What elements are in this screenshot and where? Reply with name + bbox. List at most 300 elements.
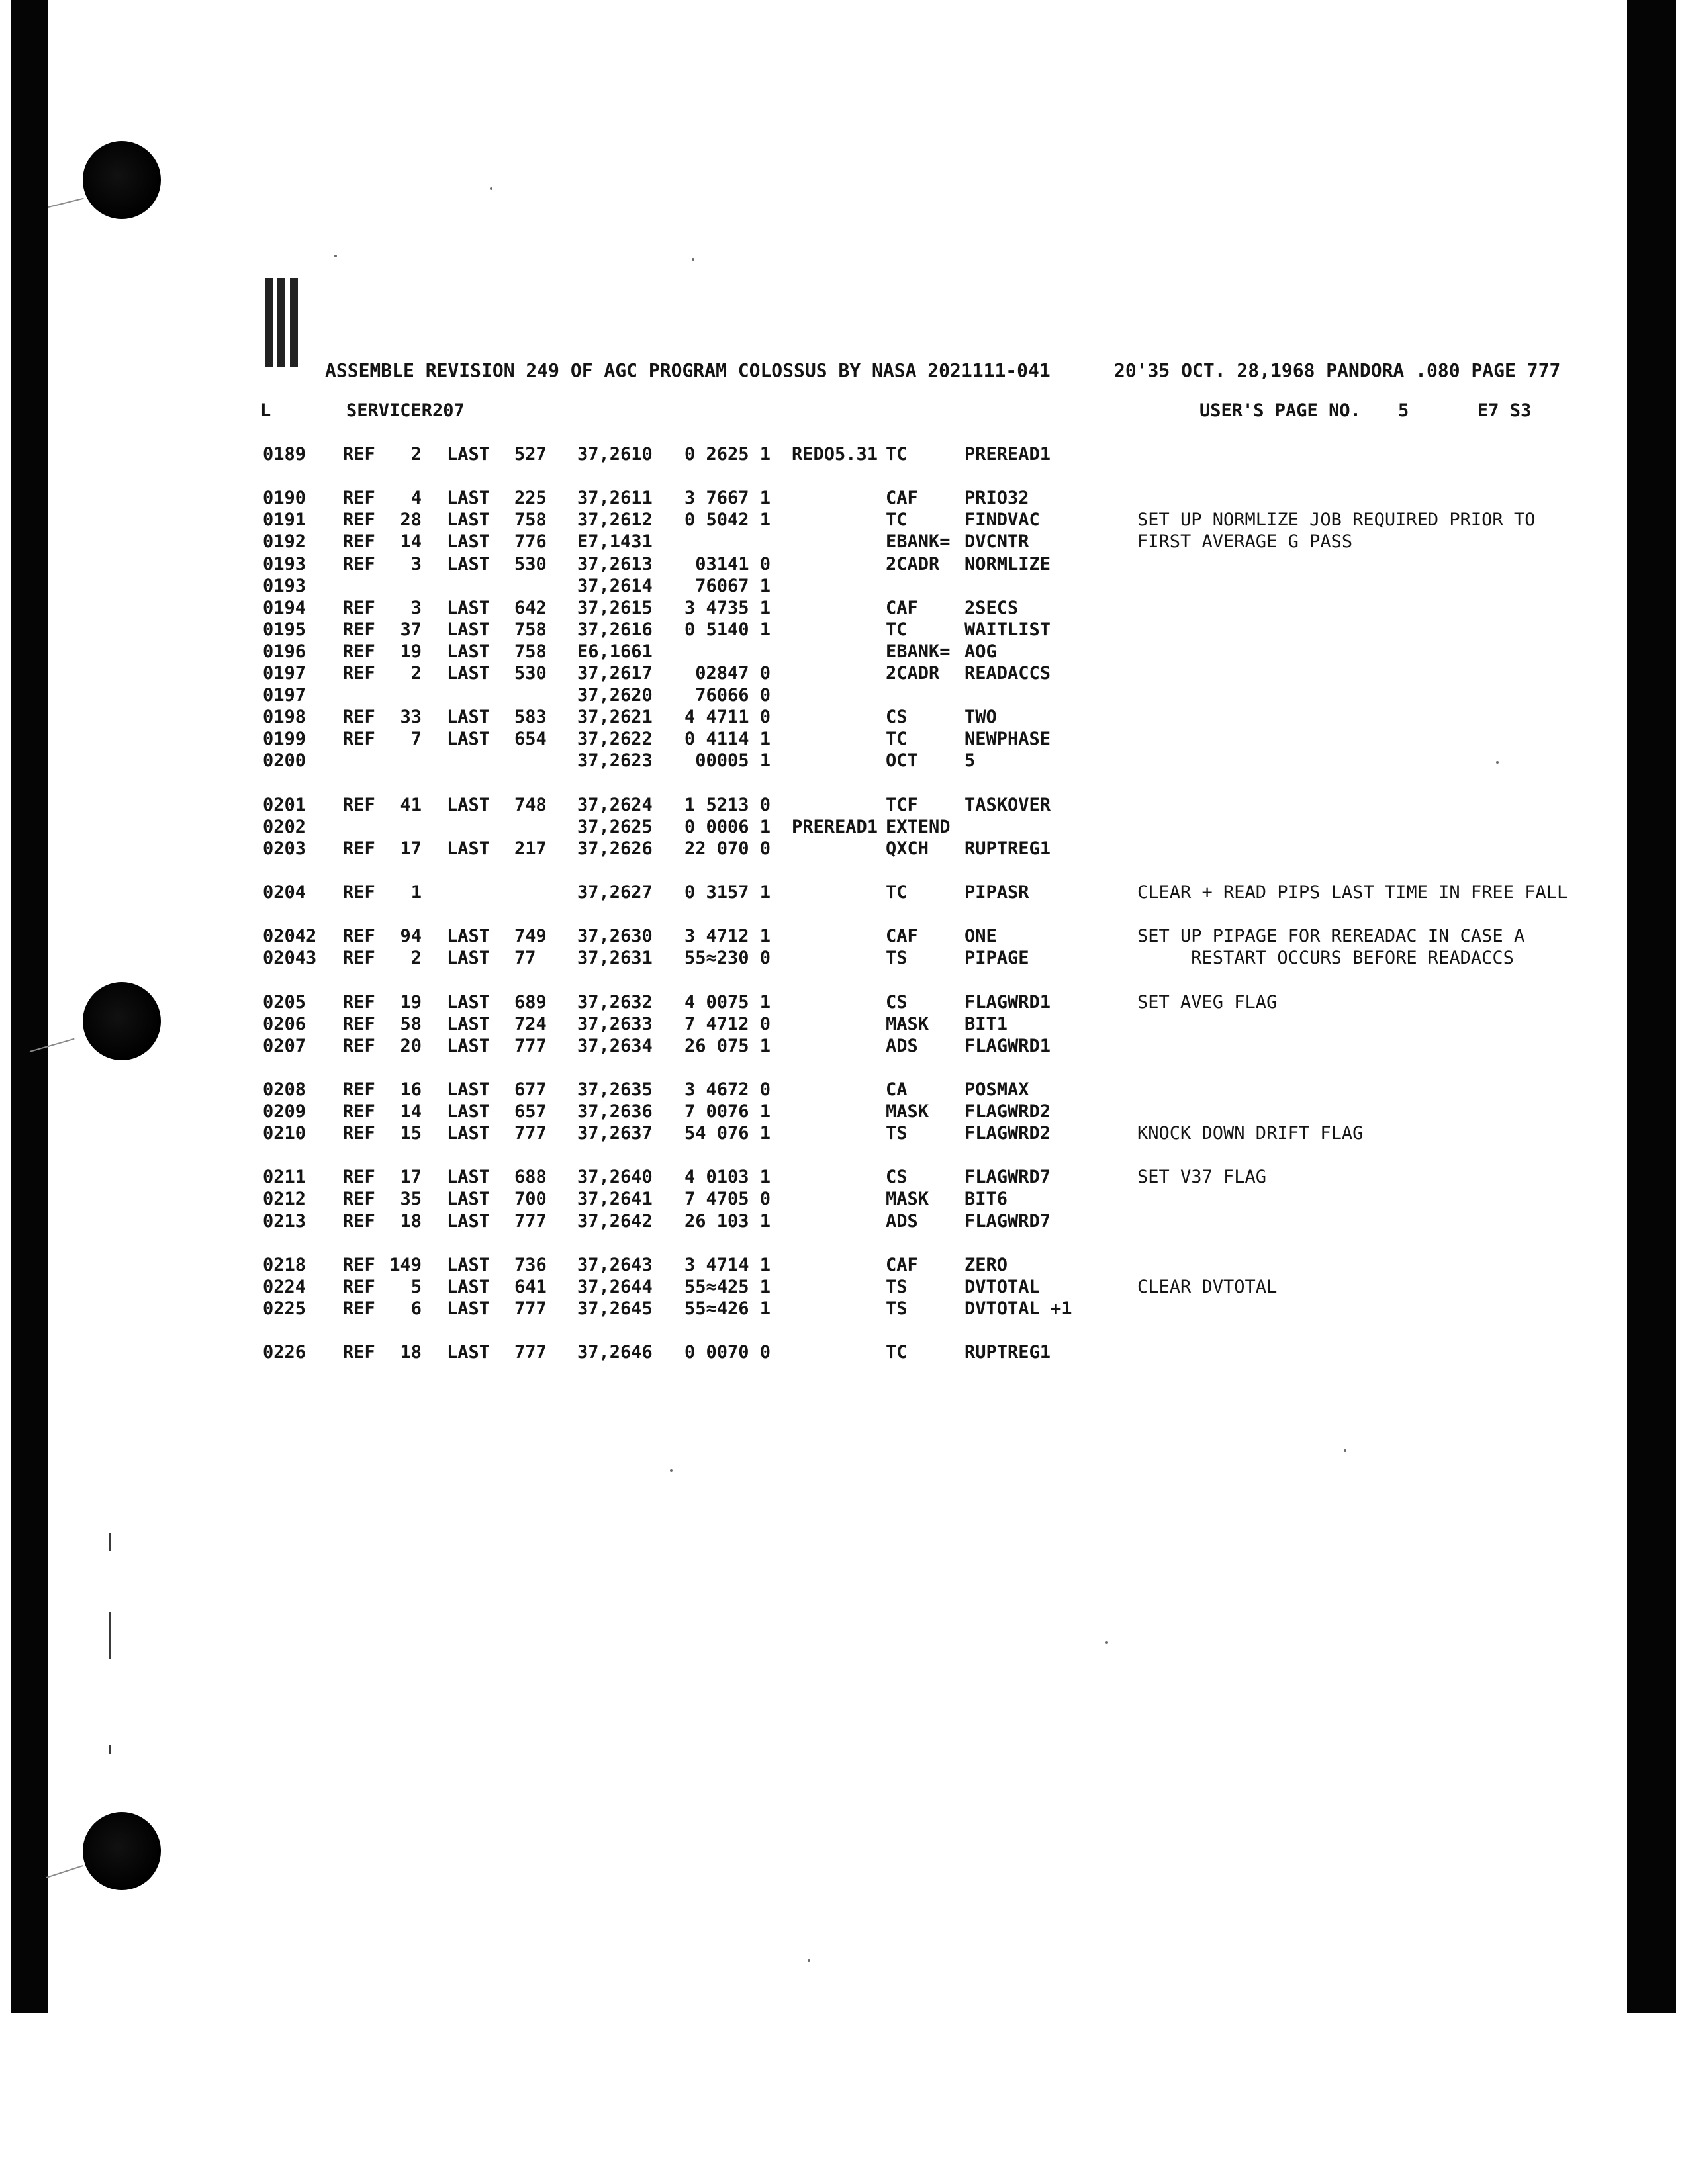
reference-count: 19 xyxy=(400,991,422,1013)
last-reference-line: 758 xyxy=(514,641,547,662)
comment: CLEAR + READ PIPS LAST TIME IN FREE FALL xyxy=(1137,882,1568,903)
opcode: EXTEND xyxy=(886,816,951,837)
last-reference-line: 225 xyxy=(514,488,547,509)
sequence-number: 0200 xyxy=(263,751,306,772)
last-reference-line: 748 xyxy=(514,794,547,815)
listing-line xyxy=(0,575,1688,597)
last-reference-line: 217 xyxy=(514,838,547,859)
last-marker: LAST xyxy=(447,1276,491,1297)
reference-count: 5 xyxy=(410,1276,422,1297)
sequence-number: 0208 xyxy=(263,1079,306,1100)
last-reference-line: 657 xyxy=(514,1101,547,1122)
memory-address: E6,1661 xyxy=(577,641,653,662)
last-reference-line: 527 xyxy=(514,444,547,465)
memory-address: 37,2620 xyxy=(577,685,653,706)
operand: ZERO xyxy=(964,1254,1008,1275)
opcode: CS xyxy=(886,707,908,728)
opcode: TC xyxy=(886,444,908,465)
memory-address: 37,2646 xyxy=(577,1342,653,1363)
listing-line xyxy=(0,882,1688,903)
last-marker: LAST xyxy=(447,1167,491,1188)
reference-count: 28 xyxy=(400,510,422,531)
ref-marker: REF xyxy=(343,991,375,1013)
opcode: CAF xyxy=(886,597,918,618)
sequence-number: 0192 xyxy=(263,531,306,553)
octal-code: 7 0076 1 xyxy=(684,1101,771,1122)
memory-address: 37,2621 xyxy=(577,707,653,728)
reference-count: 15 xyxy=(400,1123,422,1144)
listing-line xyxy=(0,641,1688,662)
punch-hole xyxy=(83,1812,161,1890)
last-marker: LAST xyxy=(447,444,491,465)
ref-marker: REF xyxy=(343,619,375,640)
opcode: TCF xyxy=(886,794,918,815)
listing-line xyxy=(0,750,1688,772)
listing-line xyxy=(0,1210,1688,1232)
memory-address: 37,2637 xyxy=(577,1123,653,1144)
opcode: MASK xyxy=(886,1189,929,1210)
scan-speck xyxy=(692,258,694,261)
sequence-number: 0204 xyxy=(263,882,306,903)
opcode: EBANK= xyxy=(886,641,951,662)
last-marker: LAST xyxy=(447,1210,491,1232)
last-marker: LAST xyxy=(447,1013,491,1034)
memory-address: 37,2636 xyxy=(577,1101,653,1122)
comment: CLEAR DVTOTAL xyxy=(1137,1276,1278,1297)
operand: PIPASR xyxy=(964,882,1029,903)
octal-code: 3 4712 1 xyxy=(684,926,771,947)
operand: BIT6 xyxy=(964,1189,1008,1210)
last-marker: LAST xyxy=(447,926,491,947)
sequence-number: 0199 xyxy=(263,729,306,750)
operand: PIPAGE xyxy=(964,948,1029,969)
last-marker: LAST xyxy=(447,707,491,728)
margin-mark xyxy=(109,1612,111,1659)
memory-address: 37,2643 xyxy=(577,1254,653,1275)
opcode: MASK xyxy=(886,1101,929,1122)
opcode: ADS xyxy=(886,1210,918,1232)
last-marker: LAST xyxy=(447,838,491,859)
listing-line xyxy=(0,1298,1688,1320)
opcode: ADS xyxy=(886,1035,918,1056)
listing-flag: L xyxy=(260,400,271,421)
operand: TASKOVER xyxy=(964,794,1051,815)
octal-code: 76067 1 xyxy=(695,575,771,596)
last-marker: LAST xyxy=(447,1342,491,1363)
memory-address: 37,2627 xyxy=(577,882,653,903)
last-reference-line: 724 xyxy=(514,1013,547,1034)
comment: FIRST AVERAGE G PASS xyxy=(1137,531,1353,553)
listing-line xyxy=(0,925,1688,947)
listing-line xyxy=(0,706,1688,728)
opcode: TC xyxy=(886,510,908,531)
octal-code: 0 2625 1 xyxy=(684,444,771,465)
last-reference-line: 777 xyxy=(514,1342,547,1363)
opcode: 2CADR xyxy=(886,553,940,574)
memory-address: 37,2632 xyxy=(577,991,653,1013)
operand: DVTOTAL xyxy=(964,1276,1040,1297)
sequence-number: 0203 xyxy=(263,838,306,859)
listing-line xyxy=(0,1122,1688,1144)
last-reference-line: 583 xyxy=(514,707,547,728)
opcode: CAF xyxy=(886,1254,918,1275)
operand: FLAGWRD1 xyxy=(964,991,1051,1013)
ref-marker: REF xyxy=(343,641,375,662)
listing-line xyxy=(0,597,1688,619)
reference-count: 41 xyxy=(400,794,422,815)
memory-address: 37,2612 xyxy=(577,510,653,531)
operand: DVTOTAL +1 xyxy=(964,1298,1072,1319)
margin-mark xyxy=(109,1533,111,1551)
reference-count: 2 xyxy=(410,444,422,465)
memory-address: 37,2613 xyxy=(577,553,653,574)
opcode: TS xyxy=(886,948,908,969)
octal-code: 3 4735 1 xyxy=(684,597,771,618)
operand: WAITLIST xyxy=(964,619,1051,640)
memory-address: 37,2641 xyxy=(577,1189,653,1210)
operand: TWO xyxy=(964,707,997,728)
reference-count: 17 xyxy=(400,838,422,859)
opcode: MASK xyxy=(886,1013,929,1034)
last-marker: LAST xyxy=(447,641,491,662)
memory-address: 37,2611 xyxy=(577,488,653,509)
sequence-number: 0202 xyxy=(263,816,306,837)
sequence-number: 0197 xyxy=(263,663,306,684)
octal-code: 26 075 1 xyxy=(684,1035,771,1056)
octal-code: 76066 0 xyxy=(695,685,771,706)
operand: AOG xyxy=(964,641,997,662)
memory-address: 37,2625 xyxy=(577,816,653,837)
ref-marker: REF xyxy=(343,794,375,815)
last-reference-line: 777 xyxy=(514,1123,547,1144)
listing-line xyxy=(0,1166,1688,1188)
sequence-number: 0206 xyxy=(263,1013,306,1034)
reference-count: 18 xyxy=(400,1342,422,1363)
sequence-number: 0212 xyxy=(263,1189,306,1210)
sequence-number: 0213 xyxy=(263,1210,306,1232)
ref-marker: REF xyxy=(343,444,375,465)
last-marker: LAST xyxy=(447,488,491,509)
sequence-number: 02043 xyxy=(263,948,317,969)
punch-hole xyxy=(83,141,161,219)
memory-address: 37,2623 xyxy=(577,751,653,772)
ref-marker: REF xyxy=(343,882,375,903)
log-section-name: SERVICER207 xyxy=(346,400,465,421)
memory-address: 37,2640 xyxy=(577,1167,653,1188)
last-marker: LAST xyxy=(447,663,491,684)
last-reference-line: 777 xyxy=(514,1035,547,1056)
reference-count: 33 xyxy=(400,707,422,728)
listing-line xyxy=(0,947,1688,969)
operand: PRIO32 xyxy=(964,488,1029,509)
last-reference-line: 654 xyxy=(514,729,547,750)
listing-line xyxy=(0,728,1688,750)
sequence-number: 0201 xyxy=(263,794,306,815)
operand: FLAGWRD7 xyxy=(964,1210,1051,1232)
comment: SET V37 FLAG xyxy=(1137,1167,1267,1188)
opcode: TS xyxy=(886,1298,908,1319)
octal-code: 0 0070 0 xyxy=(684,1342,771,1363)
opcode: CA xyxy=(886,1079,908,1100)
ref-marker: REF xyxy=(343,510,375,531)
opcode: QXCH xyxy=(886,838,929,859)
reference-count: 4 xyxy=(410,488,422,509)
sequence-number: 0210 xyxy=(263,1123,306,1144)
reference-count: 149 xyxy=(389,1254,422,1275)
scan-speck xyxy=(490,187,492,190)
ref-marker: REF xyxy=(343,948,375,969)
reference-count: 20 xyxy=(400,1035,422,1056)
listing-line xyxy=(0,1188,1688,1210)
operand: 2SECS xyxy=(964,597,1019,618)
octal-code: 4 0103 1 xyxy=(684,1167,771,1188)
listing-line xyxy=(0,816,1688,838)
pencil-stroke xyxy=(48,198,84,208)
last-marker: LAST xyxy=(447,1189,491,1210)
ref-marker: REF xyxy=(343,1298,375,1319)
opcode: EBANK= xyxy=(886,531,951,553)
listing-line xyxy=(0,662,1688,684)
operand: FINDVAC xyxy=(964,510,1040,531)
ref-marker: REF xyxy=(343,597,375,618)
comment: SET UP NORMLIZE JOB REQUIRED PRIOR TO xyxy=(1137,510,1536,531)
octal-code: 0 3157 1 xyxy=(684,882,771,903)
octal-code: 3 4714 1 xyxy=(684,1254,771,1275)
octal-code: 26 103 1 xyxy=(684,1210,771,1232)
memory-address: 37,2630 xyxy=(577,926,653,947)
barcode-mark xyxy=(277,278,285,367)
listing-line xyxy=(0,838,1688,860)
octal-code: 0 5140 1 xyxy=(684,619,771,640)
reference-count: 14 xyxy=(400,531,422,553)
operand: 5 xyxy=(964,751,976,772)
user-page-label: USER'S PAGE NO. xyxy=(1199,400,1361,421)
opcode: CS xyxy=(886,1167,908,1188)
octal-code: 3 7667 1 xyxy=(684,488,771,509)
sequence-number: 0195 xyxy=(263,619,306,640)
last-reference-line: 530 xyxy=(514,553,547,574)
reference-count: 1 xyxy=(410,882,422,903)
last-reference-line: 777 xyxy=(514,1298,547,1319)
comment: RESTART OCCURS BEFORE READACCS xyxy=(1137,948,1514,969)
memory-address: 37,2616 xyxy=(577,619,653,640)
reference-count: 17 xyxy=(400,1167,422,1188)
operand: ONE xyxy=(964,926,997,947)
ref-marker: REF xyxy=(343,1254,375,1275)
listing-line xyxy=(0,1342,1688,1363)
last-reference-line: 749 xyxy=(514,926,547,947)
ref-marker: REF xyxy=(343,838,375,859)
octal-code: 00005 1 xyxy=(695,751,771,772)
sequence-number: 0205 xyxy=(263,991,306,1013)
memory-address: 37,2610 xyxy=(577,444,653,465)
listing-line xyxy=(0,1101,1688,1122)
sequence-number: 0189 xyxy=(263,444,306,465)
last-reference-line: 689 xyxy=(514,991,547,1013)
last-marker: LAST xyxy=(447,553,491,574)
opcode: CAF xyxy=(886,488,918,509)
scan-speck xyxy=(334,255,337,257)
ref-marker: REF xyxy=(343,488,375,509)
operand: NEWPHASE xyxy=(964,729,1051,750)
ref-marker: REF xyxy=(343,926,375,947)
last-reference-line: 641 xyxy=(514,1276,547,1297)
memory-address: 37,2634 xyxy=(577,1035,653,1056)
reference-count: 19 xyxy=(400,641,422,662)
octal-code: 4 0075 1 xyxy=(684,991,771,1013)
sequence-number: 0194 xyxy=(263,597,306,618)
listing-line xyxy=(0,619,1688,641)
pencil-stroke xyxy=(46,1865,83,1878)
operand: FLAGWRD7 xyxy=(964,1167,1051,1188)
operand: POSMAX xyxy=(964,1079,1029,1100)
assembly-header: ASSEMBLE REVISION 249 OF AGC PROGRAM COLOSSUS BY NASA 2021111-041 xyxy=(325,359,1051,381)
barcode-mark xyxy=(265,278,273,367)
listing-line xyxy=(0,684,1688,706)
location-label: PREREAD1 xyxy=(792,816,878,837)
octal-code: 4 4711 0 xyxy=(684,707,771,728)
sequence-number: 0193 xyxy=(263,575,306,596)
listing-line xyxy=(0,794,1688,816)
last-reference-line: 736 xyxy=(514,1254,547,1275)
octal-code: 1 5213 0 xyxy=(684,794,771,815)
opcode: OCT xyxy=(886,751,918,772)
listing-line xyxy=(0,1079,1688,1101)
opcode: TC xyxy=(886,882,908,903)
ref-marker: REF xyxy=(343,1123,375,1144)
memory-address: 37,2642 xyxy=(577,1210,653,1232)
comment: SET AVEG FLAG xyxy=(1137,991,1278,1013)
listing-line xyxy=(0,553,1688,575)
last-marker: LAST xyxy=(447,1101,491,1122)
ref-marker: REF xyxy=(343,531,375,553)
reference-count: 6 xyxy=(410,1298,422,1319)
ref-marker: REF xyxy=(343,707,375,728)
last-reference-line: 688 xyxy=(514,1167,547,1188)
last-reference-line: 700 xyxy=(514,1189,547,1210)
sequence-number: 0207 xyxy=(263,1035,306,1056)
listing-line xyxy=(0,531,1688,553)
octal-code: 54 076 1 xyxy=(684,1123,771,1144)
memory-address: 37,2633 xyxy=(577,1013,653,1034)
last-marker: LAST xyxy=(447,597,491,618)
reference-count: 7 xyxy=(410,729,422,750)
bank-code: E7 S3 xyxy=(1477,400,1532,421)
scan-speck xyxy=(670,1469,673,1472)
opcode: TC xyxy=(886,619,908,640)
reference-count: 3 xyxy=(410,597,422,618)
opcode: CS xyxy=(886,991,908,1013)
last-marker: LAST xyxy=(447,794,491,815)
operand: FLAGWRD1 xyxy=(964,1035,1051,1056)
last-marker: LAST xyxy=(447,729,491,750)
reference-count: 2 xyxy=(410,948,422,969)
memory-address: 37,2624 xyxy=(577,794,653,815)
operand: FLAGWRD2 xyxy=(964,1123,1051,1144)
reference-count: 18 xyxy=(400,1210,422,1232)
margin-mark xyxy=(109,1745,111,1754)
memory-address: 37,2626 xyxy=(577,838,653,859)
last-marker: LAST xyxy=(447,1079,491,1100)
sequence-number: 0191 xyxy=(263,510,306,531)
reference-count: 37 xyxy=(400,619,422,640)
last-reference-line: 77 xyxy=(514,948,536,969)
operand: READACCS xyxy=(964,663,1051,684)
operand: RUPTREG1 xyxy=(964,1342,1051,1363)
memory-address: 37,2644 xyxy=(577,1276,653,1297)
last-marker: LAST xyxy=(447,1298,491,1319)
octal-code: 03141 0 xyxy=(695,553,771,574)
octal-code: 02847 0 xyxy=(695,663,771,684)
memory-address: 37,2614 xyxy=(577,575,653,596)
comment: SET UP PIPAGE FOR REREADAC IN CASE A xyxy=(1137,926,1525,947)
ref-marker: REF xyxy=(343,1210,375,1232)
last-marker: LAST xyxy=(447,1123,491,1144)
memory-address: 37,2631 xyxy=(577,948,653,969)
reference-count: 35 xyxy=(400,1189,422,1210)
sequence-number: 0211 xyxy=(263,1167,306,1188)
octal-code: 55≈230 0 xyxy=(684,948,771,969)
scan-speck xyxy=(808,1959,810,1962)
operand: RUPTREG1 xyxy=(964,838,1051,859)
sequence-number: 02042 xyxy=(263,926,317,947)
ref-marker: REF xyxy=(343,1189,375,1210)
sequence-number: 0209 xyxy=(263,1101,306,1122)
reference-count: 3 xyxy=(410,553,422,574)
opcode: TS xyxy=(886,1123,908,1144)
last-marker: LAST xyxy=(447,991,491,1013)
listing-line xyxy=(0,1276,1688,1298)
ref-marker: REF xyxy=(343,553,375,574)
scan-speck xyxy=(1344,1449,1346,1452)
listing-line xyxy=(0,1035,1688,1057)
sequence-number: 0218 xyxy=(263,1254,306,1275)
memory-address: 37,2645 xyxy=(577,1298,653,1319)
ref-marker: REF xyxy=(343,1276,375,1297)
ref-marker: REF xyxy=(343,1101,375,1122)
reference-count: 58 xyxy=(400,1013,422,1034)
listing-line xyxy=(0,1013,1688,1035)
last-marker: LAST xyxy=(447,619,491,640)
opcode: CAF xyxy=(886,926,918,947)
last-reference-line: 777 xyxy=(514,1210,547,1232)
sequence-number: 0226 xyxy=(263,1342,306,1363)
last-reference-line: 758 xyxy=(514,510,547,531)
sequence-number: 0225 xyxy=(263,1298,306,1319)
opcode: TC xyxy=(886,1342,908,1363)
octal-code: 55≈425 1 xyxy=(684,1276,771,1297)
last-marker: LAST xyxy=(447,948,491,969)
last-reference-line: 776 xyxy=(514,531,547,553)
run-info-header: 20'35 OCT. 28,1968 PANDORA .080 PAGE 777 xyxy=(1114,359,1561,381)
ref-marker: REF xyxy=(343,1079,375,1100)
reference-count: 94 xyxy=(400,926,422,947)
opcode: TC xyxy=(886,729,908,750)
sequence-number: 0196 xyxy=(263,641,306,662)
opcode: 2CADR xyxy=(886,663,940,684)
last-reference-line: 530 xyxy=(514,663,547,684)
last-reference-line: 642 xyxy=(514,597,547,618)
octal-code: 0 0006 1 xyxy=(684,816,771,837)
memory-address: 37,2635 xyxy=(577,1079,653,1100)
last-reference-line: 677 xyxy=(514,1079,547,1100)
assembly-listing xyxy=(0,443,1688,1383)
ref-marker: REF xyxy=(343,663,375,684)
octal-code: 7 4712 0 xyxy=(684,1013,771,1034)
scan-speck xyxy=(1105,1641,1108,1644)
memory-address: E7,1431 xyxy=(577,531,653,553)
ref-marker: REF xyxy=(343,1013,375,1034)
